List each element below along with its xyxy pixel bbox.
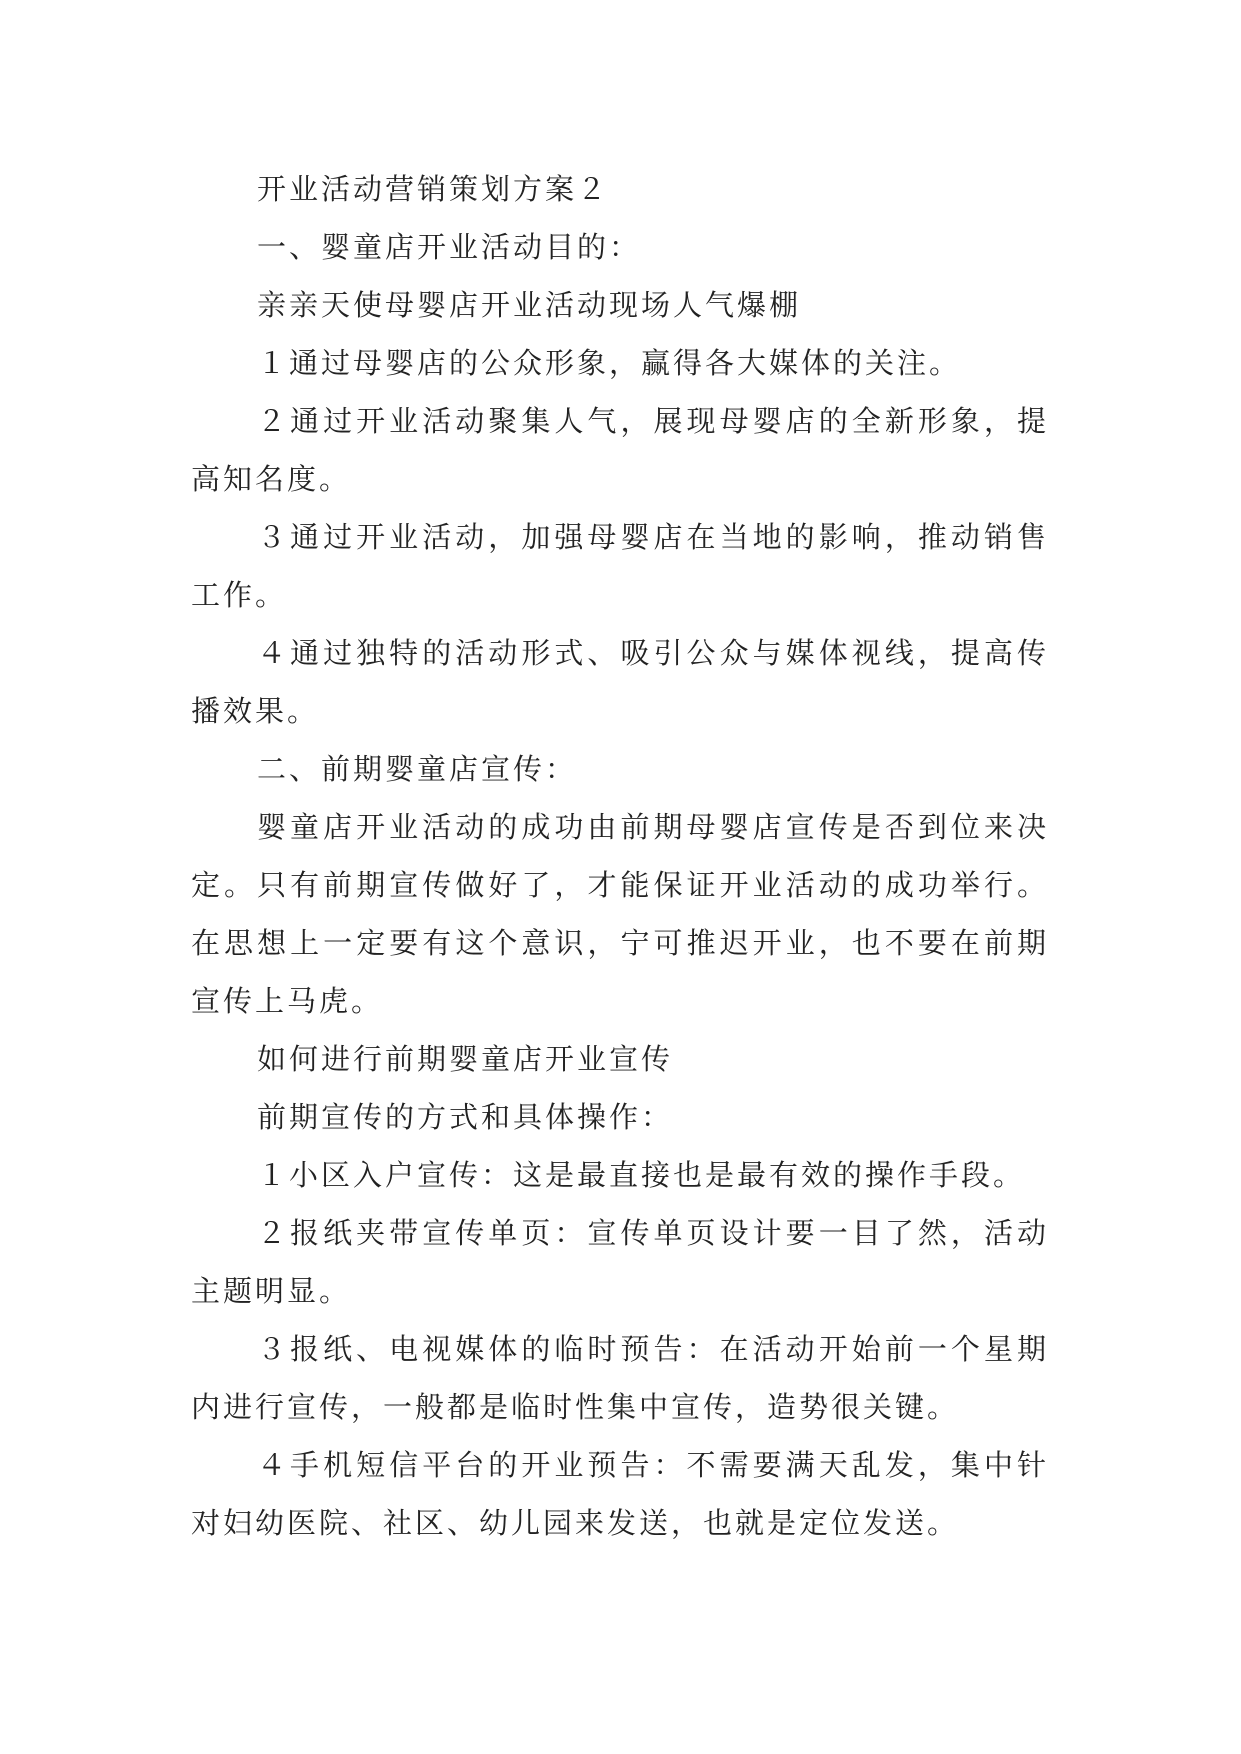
list-item: ３报纸、电视媒体的临时预告：在活动开始前一个星期内进行宣传，一般都是临时性集中宣传，造势很关键。 [191,1332,1049,1424]
document-title: 开业活动营销策划方案２ [257,172,610,206]
section-heading: 一、婴童店开业活动目的： [257,230,642,264]
list-item: ４手机短信平台的开业预告：不需要满天乱发，集中针对妇幼医院、社区、幼儿园来发送，也就是定位发送。 [191,1448,1049,1540]
list-item: ２报纸夹带宣传单页：宣传单页设计要一目了然，活动主题明显。 [191,1216,1049,1308]
paragraph: 如何进行前期婴童店开业宣传 [257,1042,674,1076]
list-item: ３通过开业活动，加强母婴店在当地的影响，推动销售工作。 [191,520,1049,612]
section-heading: 二、前期婴童店宣传： [257,752,578,786]
paragraph: 亲亲天使母婴店开业活动现场人气爆棚 [257,288,802,322]
paragraph: 婴童店开业活动的成功由前期母婴店宣传是否到位来决定。只有前期宣传做好了，才能保证开业活动的成功举行。在思想上一定要有这个意识，宁可推迟开业，也不要在前期宣传上马虎。 [191,810,1049,1018]
list-item: １通过母婴店的公众形象，赢得各大媒体的关注。 [257,346,962,380]
paragraph: 前期宣传的方式和具体操作： [257,1100,674,1134]
list-item: ４通过独特的活动形式、吸引公众与媒体视线，提高传播效果。 [191,636,1049,728]
list-item: １小区入户宣传：这是最直接也是最有效的操作手段。 [257,1158,1026,1192]
document-body [191,160,1049,1552]
list-item: ２通过开业活动聚集人气，展现母婴店的全新形象，提高知名度。 [191,404,1049,496]
